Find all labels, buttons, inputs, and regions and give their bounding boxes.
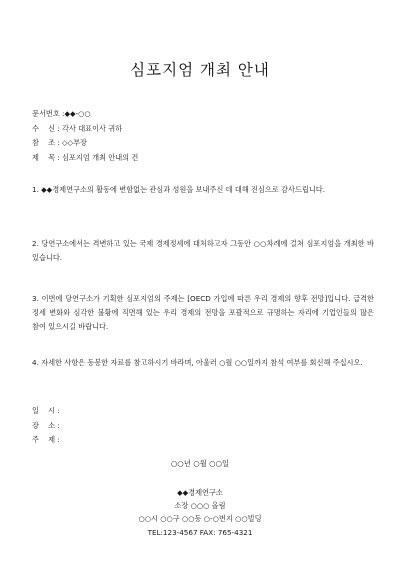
meta-key: 수 신 : xyxy=(32,123,63,133)
document-meta xyxy=(32,107,138,165)
meta-doc-number xyxy=(32,107,138,122)
event-info xyxy=(32,404,62,448)
meta-value: 심포지엄 개최 안내의 건 xyxy=(62,152,139,162)
document-date: ○○년 ○월 ○○일 xyxy=(170,459,230,468)
document-title: 심포지엄 개최 안내 xyxy=(130,61,270,79)
meta-reference xyxy=(32,136,138,151)
meta-recipient xyxy=(32,122,138,137)
meta-key: 문서번호 : xyxy=(32,109,65,118)
paragraph-3: 3. 이번에 당연구소가 기획한 심포지엄의 주제는 [OECD 가입에 따른 우리 경제의 향후 전망]입니다. 급격한 정세 변화와 심각한 불황에 직면해 있는 우리 경제의 전망을 포괄적으로 규명하는 자리에 기업인들의 많은 참여 있으시길 바랍니다. xyxy=(32,294,374,332)
info-topic xyxy=(32,433,62,448)
info-key: 일 시 : xyxy=(32,406,63,415)
meta-subject xyxy=(32,151,138,166)
meta-key: 참 조 : xyxy=(32,138,63,147)
paragraph-2: 2. 당연구소에서는 격변하고 있는 국제 경제정세에 대처하고자 그동안 ○○차례에 걸쳐 심포지엄을 개최한 바 있습니다. xyxy=(32,239,374,263)
meta-value: 각사 대표이사 귀하 xyxy=(62,123,123,133)
meta-value: ◇◇부장 xyxy=(62,138,87,147)
info-location xyxy=(32,419,62,434)
sender-block xyxy=(0,486,400,539)
meta-key: 제 목 : xyxy=(32,152,63,162)
sender-address: ○○시 ○○구 ○○동 ○-○번지 ○○빌딩 xyxy=(138,514,262,524)
sender-org: ◆◆경제연구소 xyxy=(177,488,223,497)
info-datetime xyxy=(32,404,62,419)
paragraph-1: 1. ◆◆경제연구소의 활동에 변함없는 관심과 성원을 보내주신 데 대해 진심으로 감사드립니다. xyxy=(32,185,326,194)
meta-value: ◆◆-○○ xyxy=(64,109,91,118)
sender-contact: TEL:123-4567 FAX: 765-4321 xyxy=(147,527,253,537)
info-key: 장 소 : xyxy=(32,420,63,430)
sender-head: 소장 ○○○ 올림 xyxy=(174,501,226,511)
info-key: 주 제 : xyxy=(32,435,63,444)
paragraph-4: 4. 자세한 사항은 동봉한 자료를 참고하시기 바라며, 아울러 ○월 ○○일까지 참석 여부를 회신해 주십시오. xyxy=(32,358,363,367)
